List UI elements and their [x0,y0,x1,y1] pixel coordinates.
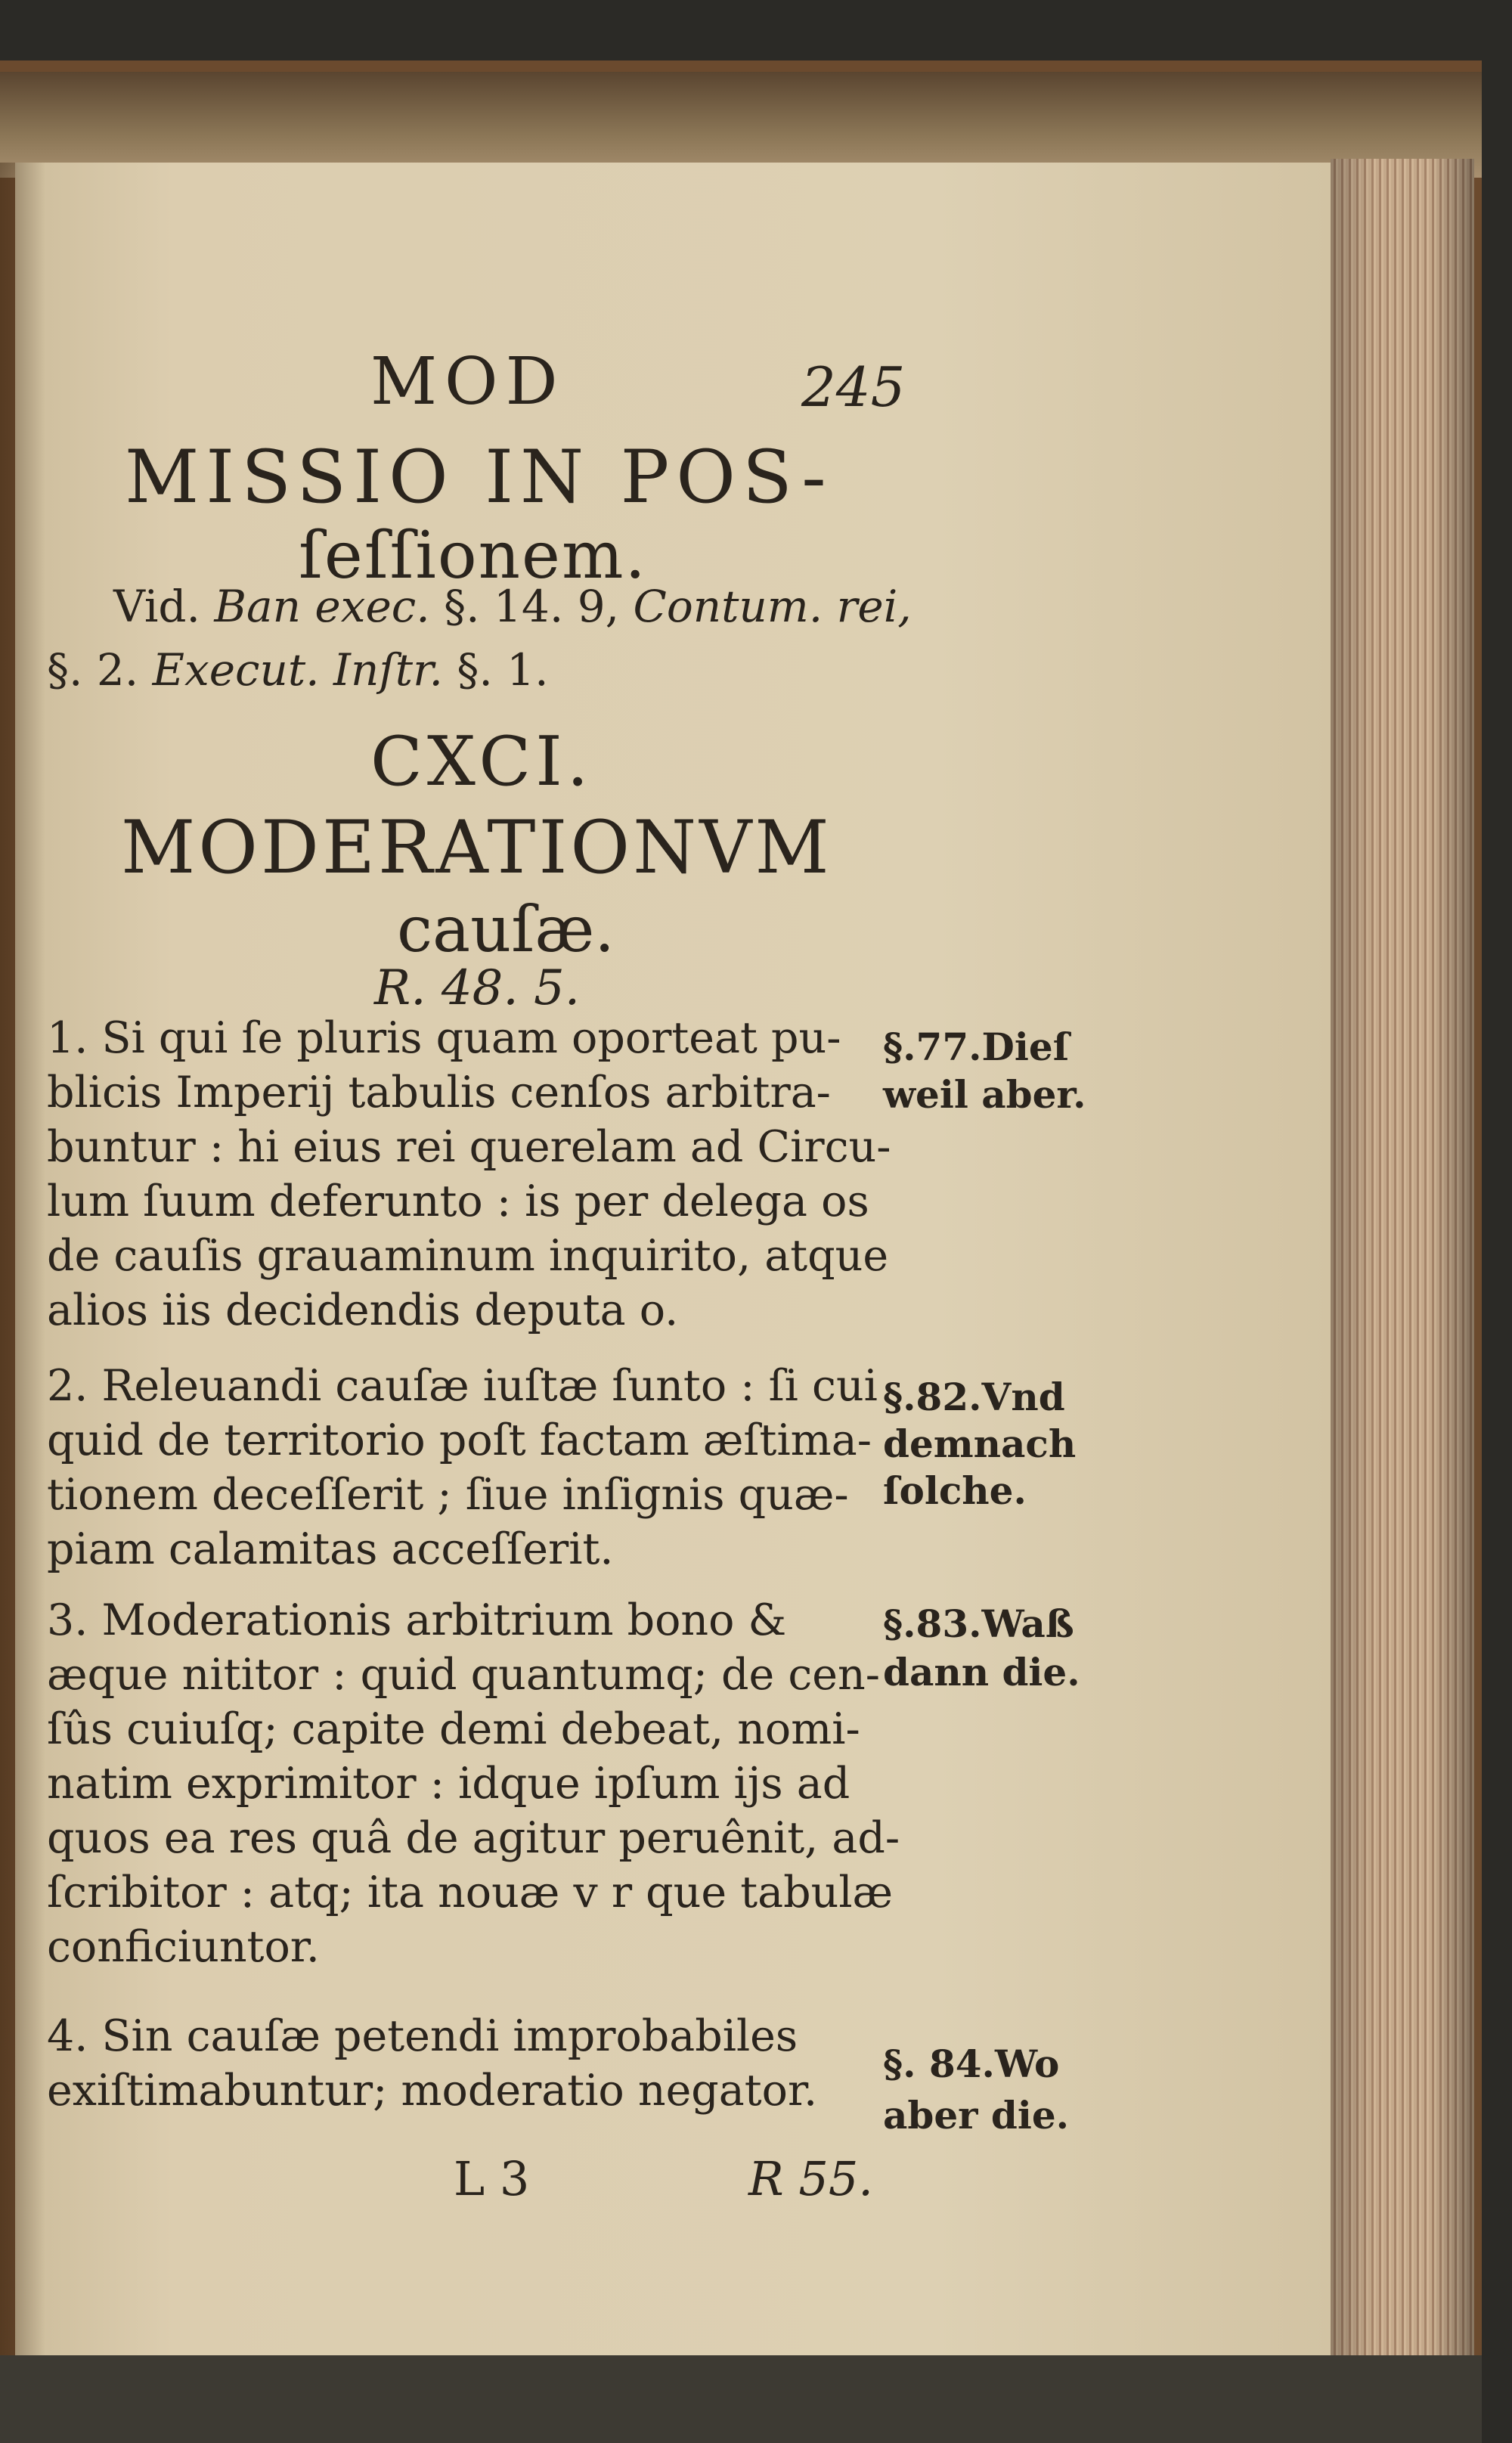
body-line: natim exprimitor : idque ipſum ijs ad [47,1759,850,1809]
signature-mark: L 3 [454,2151,530,2206]
margin-note-2-line3: ſolche. [883,1468,1027,1513]
body-line: lum ſuum deferunto : is per delega os [47,1177,869,1226]
margin-note-2-line1: §.82.Vnd [883,1375,1065,1419]
section-numeral: CXCI. [370,722,593,801]
body-line: 4. Sin cauſæ petendi improbabiles [47,2011,798,2061]
body-line: ſûs cuiuſq; capite demi debeat, nomi- [47,1704,860,1754]
ref-vid: Vid. [113,581,200,632]
section-reference: R. 48. 5. [374,960,581,1016]
body-line: quos ea res quâ de agitur peruênit, ad- [47,1813,900,1863]
entry-title-line1: MISSIO IN POS- [125,435,833,519]
body-line: blicis Imperij tabulis cenſos arbitra- [47,1068,831,1118]
body-line: 1. Si qui ſe pluris quam oporteat pu- [47,1013,841,1063]
running-head: MOD [370,344,565,420]
body-line: 2. Releuandi cauſæ iuſtæ ſunto : ſi cui [47,1361,878,1411]
body-line: tionem deceſſerit ; ſiue inſignis quæ- [47,1470,849,1520]
page-number: 245 [801,355,906,419]
page-top-edge [0,72,1482,178]
section-title-line2: cauſæ. [397,892,615,966]
margin-note-1-line1: §.77.Dieſ [883,1025,1070,1069]
margin-note-3-line1: §.83.Waß [883,1601,1074,1646]
body-line: 3. Moderationis arbitrium bono & [47,1595,787,1645]
margin-note-4-line2: aber die. [883,2093,1070,2138]
margin-note-4-line1: §. 84.Wo [883,2042,1060,2086]
ref-num-b: §. 1. [457,644,549,696]
body-line: ſcribitor : atq; ita nouæ v r que tabulæ [47,1868,894,1918]
ref-ban-exec: Ban exec. [214,581,430,632]
catchword: R 55. [748,2151,873,2206]
ref-num-a: §. 14. 9, [444,581,620,632]
background-bottom [0,2355,1482,2443]
margin-note-3-line2: dann die. [883,1650,1080,1694]
body-line: conficiuntor. [47,1922,320,1972]
body-line: exiſtimabuntur; moderatio negator. [47,2066,818,2116]
margin-note-2-line2: demnach [883,1421,1077,1466]
cross-reference-line2 [47,644,549,696]
body-line: æque nititor : quid quantumq; de cen- [47,1650,880,1700]
body-line: piam calamitas acceſſerit. [47,1524,614,1574]
cross-reference-line1 [113,581,912,632]
section-title-line1: MODERATIONVM [121,805,832,890]
ref-num: §. 2. [47,644,139,696]
body-line: alios iis decidendis deputa o. [47,1285,679,1335]
body-line: buntur : hi eius rei querelam ad Circu- [47,1122,891,1172]
entry-title-line2: ſeſſionem. [299,518,647,594]
spine-shadow [0,163,45,2355]
fore-edge-shade [1331,159,1474,2374]
margin-note-1-line2: weil aber. [883,1072,1086,1117]
body-line: de cauſis grauaminum inquirito, atque [47,1231,889,1281]
body-line: quid de territorio poſt factam æſtima- [47,1415,872,1465]
ref-execut-instr: Execut. Inſtr. [152,644,443,696]
ref-contum-rei: Contum. rei, [633,581,912,632]
